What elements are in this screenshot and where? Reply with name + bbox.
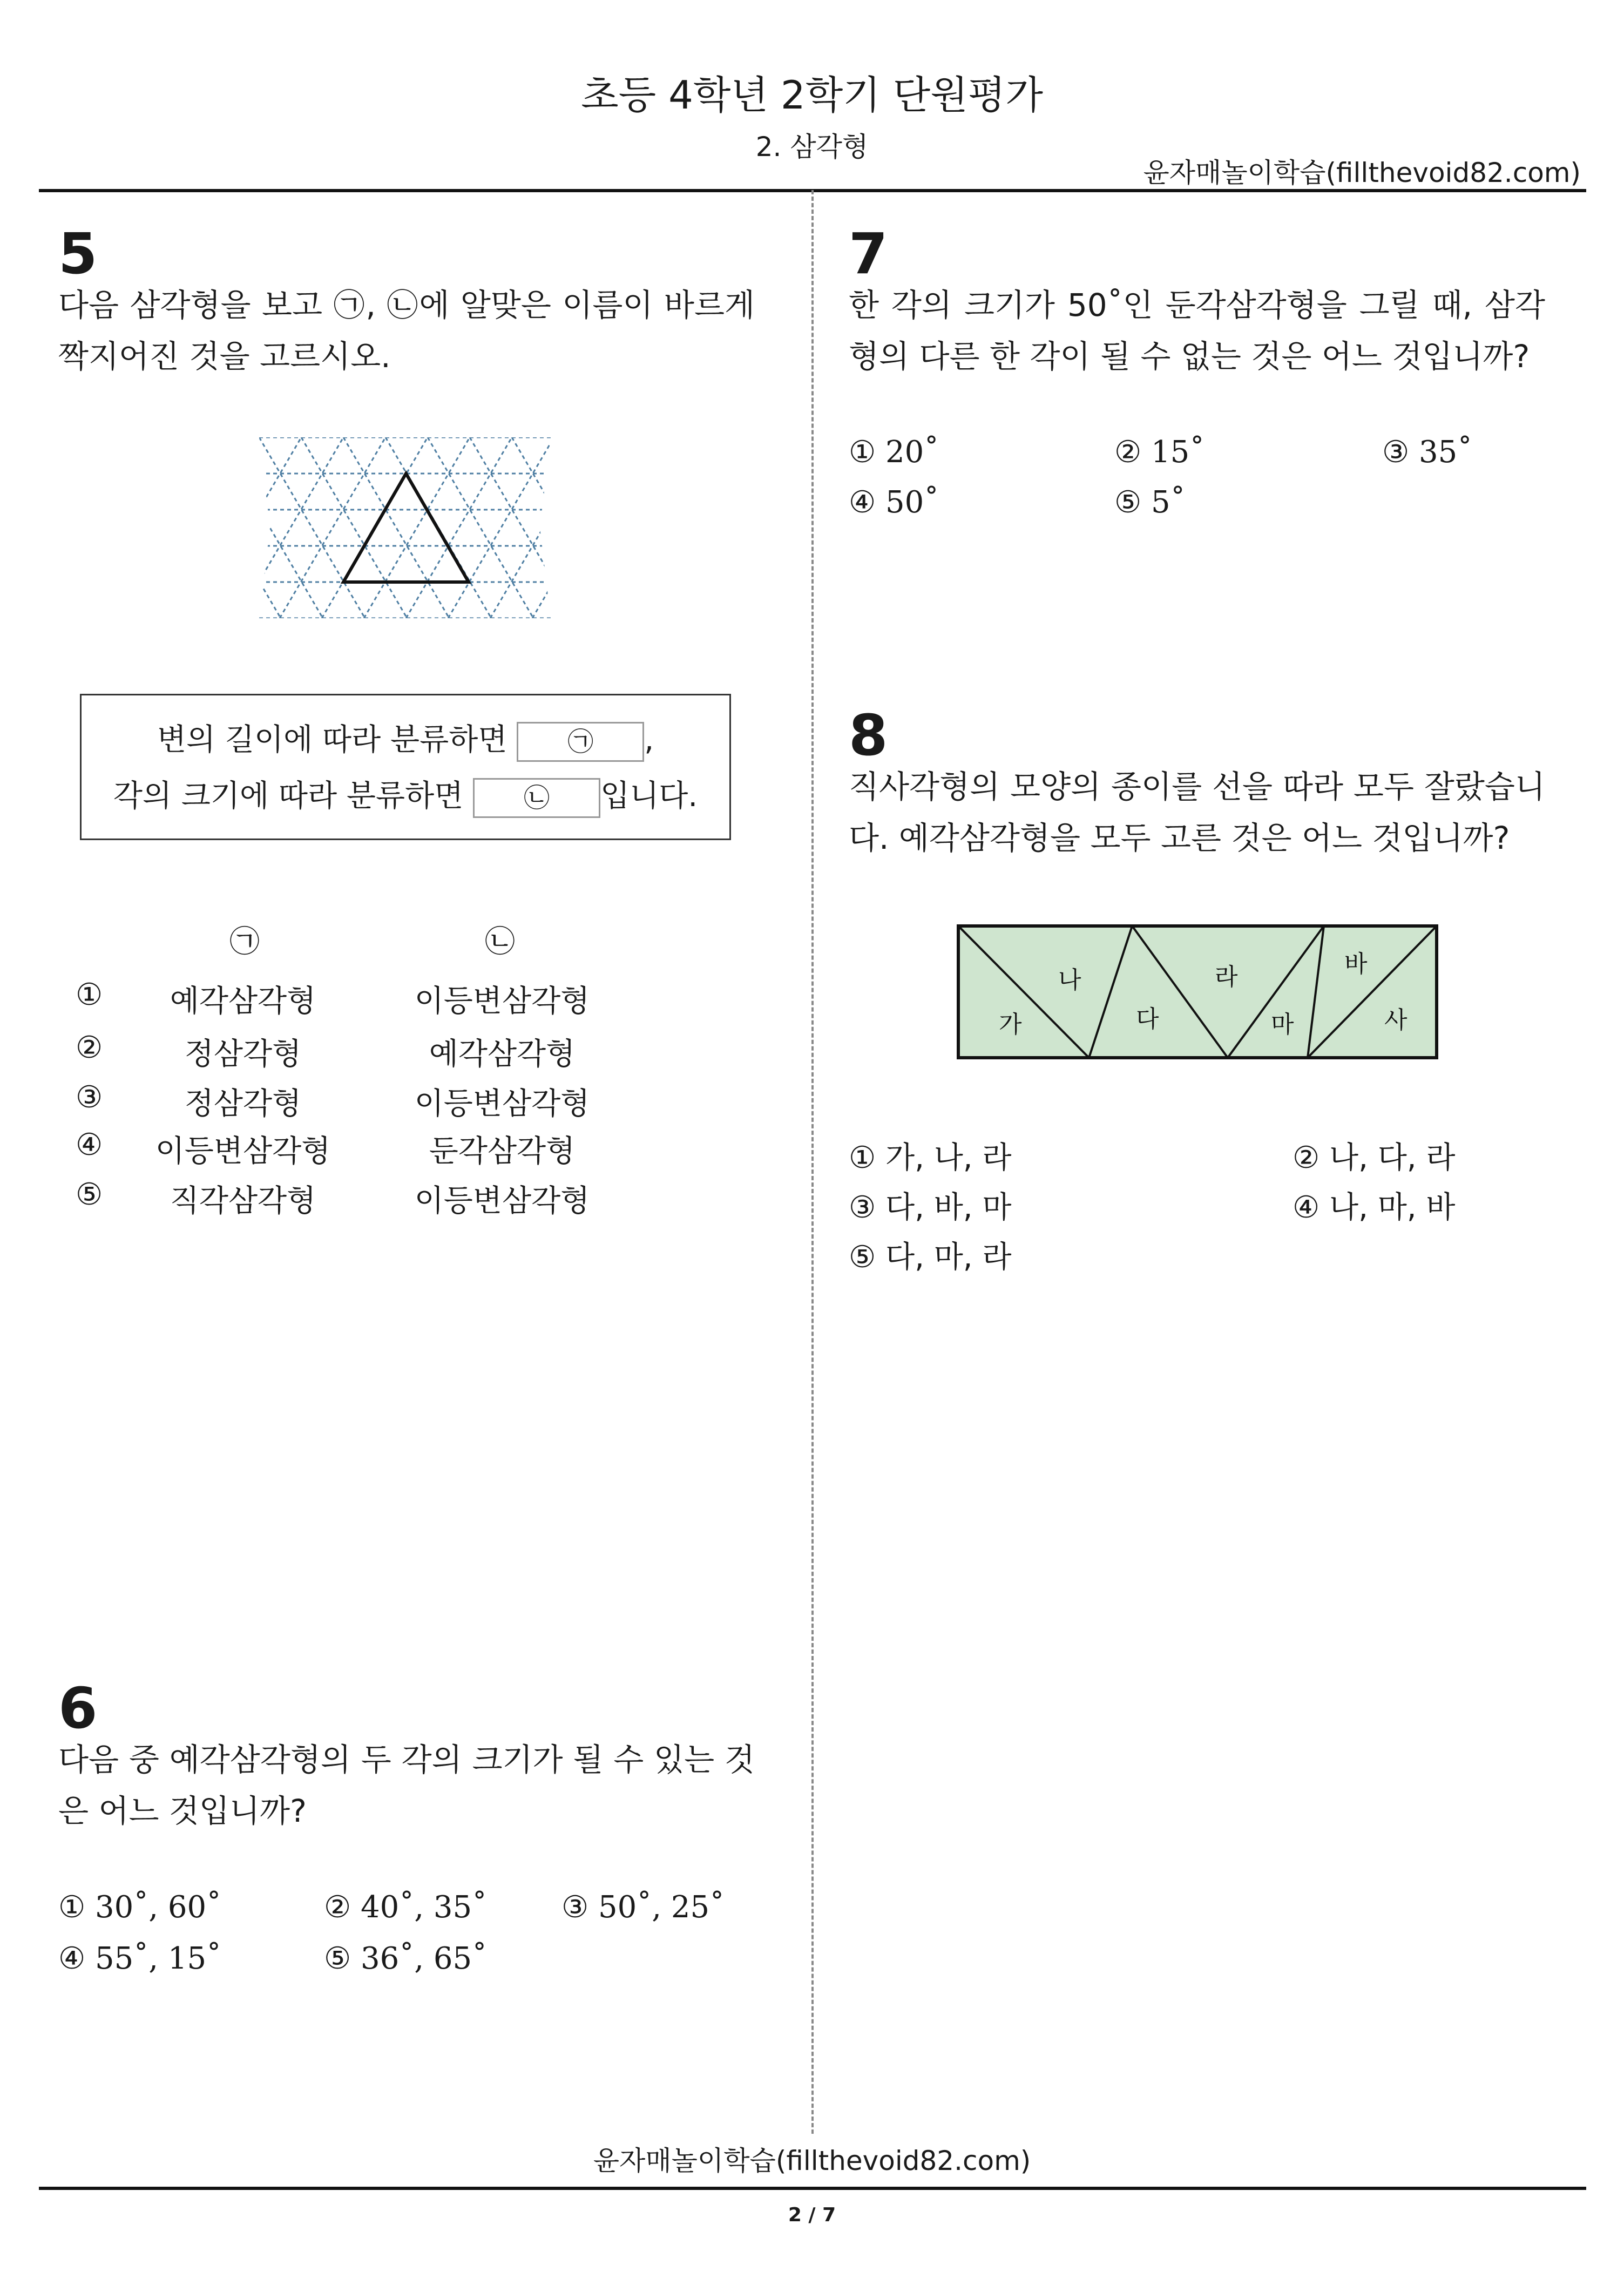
q6-choice-5: ⑤ 36˚, 65˚ [324,1941,488,1976]
site-credit-top: 윤자매놀이학습(fillthevoid82.com) [1143,157,1581,188]
condition-line-1 [82,716,729,762]
question-5-condition-box [80,694,731,840]
row-1-b: 이등변삼각형 [414,984,590,1019]
piece-label-ma: 마 [1271,1011,1294,1038]
q7-choice-1: ① 20˚ [849,435,939,470]
condition-line-2-suffix: 입니다. [600,779,698,814]
row-4-number: ④ [76,1127,103,1162]
row-2-number: ② [76,1030,103,1065]
row-3-b: 이등변삼각형 [414,1086,590,1121]
row-5-number: ⑤ [76,1177,103,1212]
q8-choice-4: ④ 나, 마, 바 [1293,1190,1456,1225]
q7-choice-4: ④ 50˚ [849,485,939,520]
q6-choice-4: ④ 55˚, 15˚ [58,1941,222,1976]
row-4-a: 이등변삼각형 [155,1134,331,1169]
piece-label-ra: 라 [1215,963,1238,991]
paper-rectangle [958,926,1437,1058]
q8-choice-5: ⑤ 다, 마, 라 [849,1240,1012,1275]
page-number: 2 / 7 [788,2204,836,2226]
column-header-b: ㉡ [485,924,515,959]
q8-choice-3: ③ 다, 바, 마 [849,1190,1012,1225]
question-6-number: 6 [58,1675,98,1741]
question-8-number: 8 [849,702,888,768]
triangle-grid [259,437,551,618]
piece-label-sa: 사 [1384,1006,1408,1034]
q7-choice-5: ⑤ 5˚ [1114,485,1186,520]
column-header-a: ㉠ [229,924,260,959]
condition-line-2 [82,772,729,818]
piece-label-da: 다 [1136,1005,1159,1033]
row-4-b: 둔각삼각형 [429,1134,576,1169]
q7-choice-2: ② 15˚ [1114,435,1205,470]
row-1-number: ① [76,977,103,1012]
row-1-a: 예각삼각형 [170,984,316,1019]
question-7-text: 한 각의 크기가 50˚인 둔각삼각형을 그릴 때, 삼각형의 다른 한 각이 될 수 없는 것은 어느 것입니까? [849,287,1545,375]
blank-box-2: ㉡ [473,778,600,818]
row-5-b: 이등변삼각형 [414,1184,590,1219]
condition-line-1-comma: , [644,722,654,758]
page-title: 초등 4학년 2학기 단원평가 [581,72,1043,118]
condition-line-2-text: 각의 크기에 따라 분류하면 [113,779,464,814]
q6-choice-2: ② 40˚, 35˚ [324,1890,488,1925]
row-2-b: 예각삼각형 [429,1037,576,1072]
q7-choice-3: ③ 35˚ [1382,435,1473,470]
page-subtitle: 2. 삼각형 [755,131,869,163]
question-6-text: 다음 중 예각삼각형의 두 각의 크기가 될 수 있는 것은 어느 것입니까? [58,1741,755,1829]
row-2-a: 정삼각형 [184,1037,302,1072]
question-8-text: 직사각형의 모양의 종이를 선을 따라 모두 잘랐습니다. 예각삼각형을 모두 고른 것은 어느 것입니까? [849,768,1545,856]
cut-rectangle-figure [957,924,1438,1059]
q6-choice-3: ③ 50˚, 25˚ [561,1890,725,1925]
q8-choice-2: ② 나, 다, 라 [1293,1140,1456,1175]
footer-divider [39,2187,1586,2190]
piece-label-ba: 바 [1344,950,1368,978]
question-5-text: 다음 삼각형을 보고 ㉠, ㉡에 알맞은 이름이 바르게 짝지어진 것을 고르시오. [58,287,755,375]
piece-label-na: 나 [1058,966,1081,994]
equilateral-triangle [343,474,469,582]
blank-box-1: ㉠ [517,722,644,762]
row-3-a: 정삼각형 [184,1086,302,1121]
question-7-number: 7 [849,221,888,287]
condition-line-1-text: 변의 길이에 따라 분류하면 [157,722,508,758]
q6-choice-1: ① 30˚, 60˚ [58,1890,222,1925]
site-credit-bottom: 윤자매놀이학습(fillthevoid82.com) [593,2145,1031,2176]
column-divider [811,190,814,2134]
row-5-a: 직각삼각형 [170,1184,316,1219]
row-3-number: ③ [76,1080,103,1115]
q8-choice-1: ① 가, 나, 라 [849,1140,1012,1175]
piece-label-ga: 가 [999,1011,1022,1038]
triangle-grid-figure [259,435,551,621]
question-5-number: 5 [58,221,98,287]
